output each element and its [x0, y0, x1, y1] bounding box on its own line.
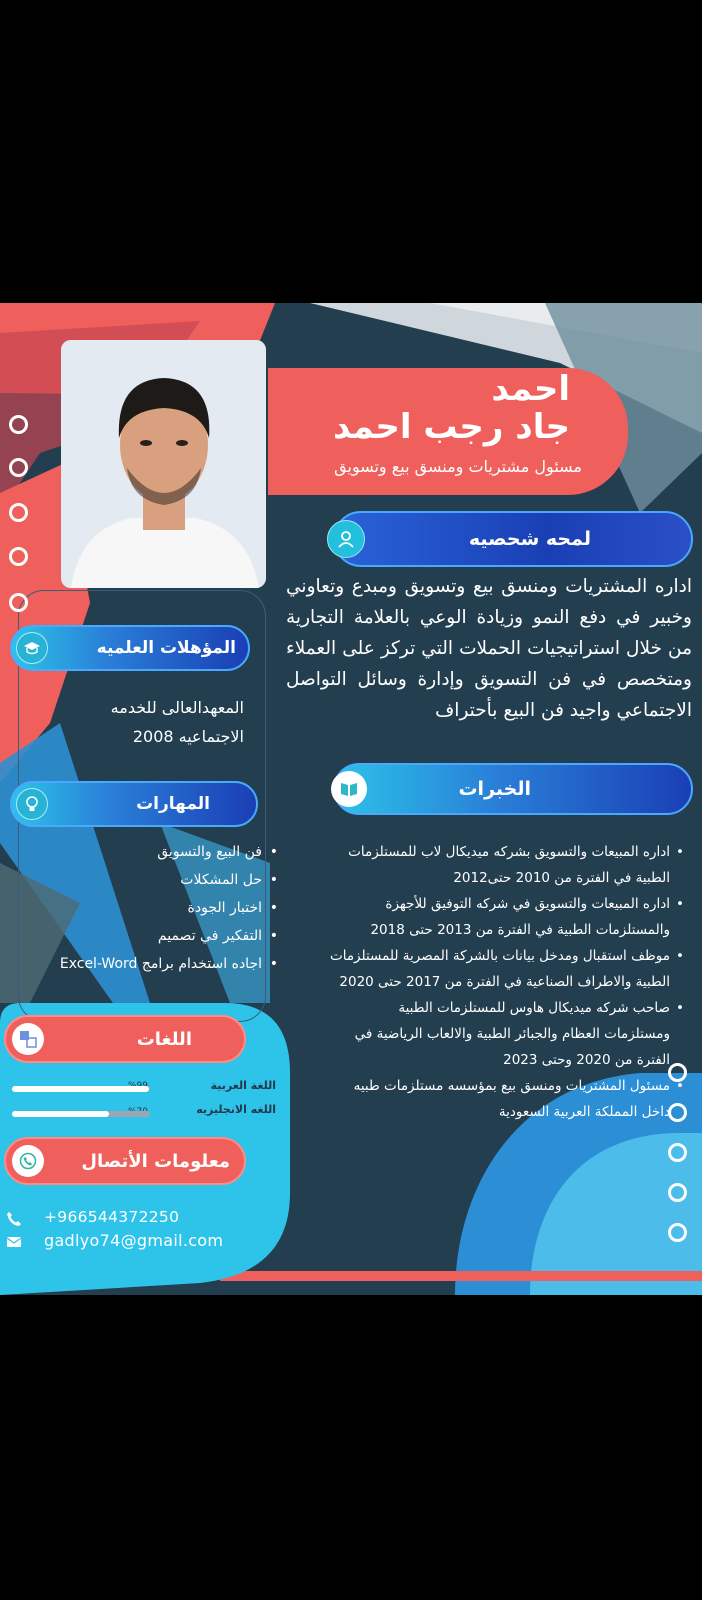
decor-ring — [668, 1143, 687, 1162]
phone-number[interactable]: +966544372250 — [44, 1208, 180, 1226]
language-name: اللغه الانجليزيه — [196, 1103, 276, 1116]
list-item: • مسئول المشتريات ومنسق بيع بمؤسسه مستلزمات طبيه داخل المملكة العربية السعودية — [330, 1073, 670, 1125]
list-item: • اداره المبيعات والتسويق بشركه ميديكال لاب للمستلزمات الطبية في الفترة من 2010 حتى2012 — [330, 839, 670, 891]
decor-ring — [9, 458, 28, 477]
mail-icon — [6, 1235, 22, 1249]
book-icon — [331, 771, 367, 807]
skills-section-heading — [10, 781, 258, 827]
graduation-cap-icon — [16, 632, 48, 664]
list-item: • فن البيع والتسويق — [0, 838, 262, 866]
skills-heading-text: المهارات — [136, 794, 210, 814]
decor-ring — [9, 547, 28, 566]
profile-photo — [61, 340, 266, 588]
decor-ring — [668, 1223, 687, 1242]
list-item: • اختبار الجودة — [0, 894, 262, 922]
email-address[interactable]: gadlyo74@gmail.com — [44, 1231, 224, 1250]
phone-icon — [12, 1145, 44, 1177]
list-item: • اداره المبيعات والتسويق في شركه التوفيق للأجهزة والمستلزمات الطبية في الفترة من 2013 حتى 2018 — [330, 891, 670, 943]
phone-icon — [6, 1211, 22, 1227]
lightbulb-icon — [16, 788, 48, 820]
translate-icon — [12, 1023, 44, 1055]
decor-ring — [9, 415, 28, 434]
languages-section-heading — [4, 1015, 246, 1063]
decor-ring — [9, 503, 28, 522]
profile-heading-text: لمحه شحصيه — [468, 528, 591, 550]
list-item: • موظف استقبال ومدخل بيانات بالشركة المصرية للمستلزمات الطبية والاطراف الصناعية في الفترة من 2017 حتى 2020 — [330, 943, 670, 995]
skills-list — [0, 838, 278, 978]
job-title: مسئول مشتريات ومنسق بيع وتسويق — [334, 457, 582, 476]
list-item: • اجاده استخدام برامج Excel-Word — [0, 950, 262, 978]
language-name: اللغة العربية — [210, 1079, 276, 1092]
profile-section-heading — [333, 511, 693, 567]
resume-card — [0, 303, 702, 1295]
experience-heading-text: الخبرات — [458, 778, 531, 800]
language-level-bar — [12, 1111, 150, 1117]
experience-section-heading — [333, 763, 693, 815]
education-heading-text: المؤهلات العلميه — [96, 638, 236, 658]
profile-summary: اداره المشتريات ومنسق بيع وتسويق ومبدع وتعاوني وخبير في دفع النمو وزيادة الوعي بالعلامة التجارية من خلال استراتيجيات الحملات التي تركز على العملاء ومتخصص في فن التسويق وإدارة وسائل التواصل الاجتماعي واجيد فن البيع بأحتراف — [286, 576, 692, 721]
languages-heading-text: اللغات — [136, 1028, 192, 1050]
list-item: • صاحب شركه ميديكال هاوس للمستلزمات الطبية ومستلزمات العظام والجبائر الطبية والالعاب الرياضية في الفترة من 2020 وحتى 2023 — [330, 995, 670, 1073]
experience-list — [330, 839, 684, 1125]
list-item: • التفكير في تصميم — [0, 922, 262, 950]
education-details: المعهدالعالى للخدمه الاجتماعيه 2008 — [110, 698, 244, 746]
decor-ring — [668, 1183, 687, 1202]
decor-ring — [9, 593, 28, 612]
list-item: • حل المشكلات — [0, 866, 262, 894]
contact-heading-text: معلومات الأتصال — [81, 1150, 230, 1172]
user-icon — [327, 520, 365, 558]
last-name: جاد رجب احمد — [332, 407, 570, 447]
first-name: احمد — [491, 369, 570, 409]
contact-section-heading — [4, 1137, 246, 1185]
language-level-bar — [12, 1086, 150, 1092]
education-section-heading — [10, 625, 250, 671]
